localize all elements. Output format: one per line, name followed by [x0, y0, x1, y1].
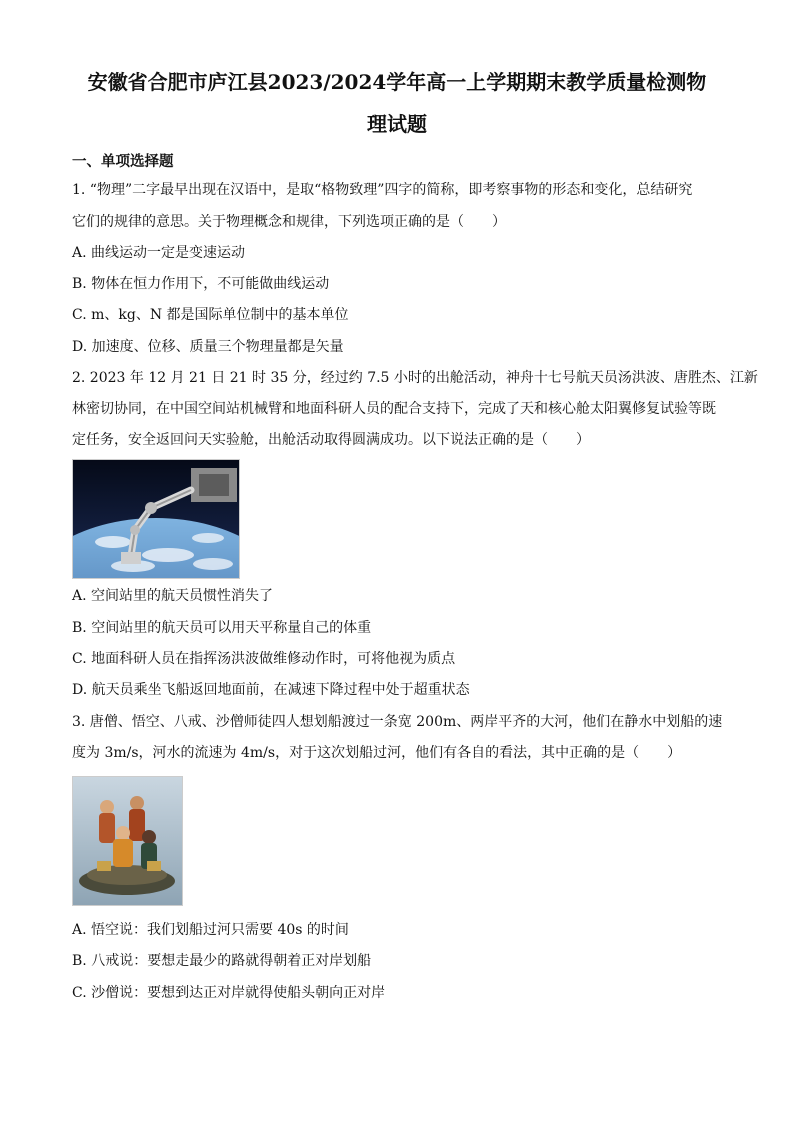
space-station-photo [72, 459, 240, 579]
space-station-illustration [73, 460, 239, 578]
document-title-line1: 安徽省合肥市庐江县2023/2024学年高一上学期期末教学质量检测物 [87, 70, 707, 94]
q3-option-b: B. 八戒说：要想走最少的路就得朝着正对岸划船 [72, 953, 372, 969]
q2-stem-line2: 林密切协同，在中国空间站机械臂和地面科研人员的配合支持下，完成了天和核心舱太阳翼修复试验等既 [72, 401, 716, 417]
q1-option-d: D. 加速度、位移、质量三个物理量都是矢量 [72, 339, 344, 355]
q1-stem-line1: 1. “物理”二字最早出现在汉语中，是取“格物致理”四字的简称，即考察事物的形态和变化，总结研究 [72, 182, 693, 198]
section-heading: 一、单项选择题 [72, 153, 174, 170]
q2-stem-line1: 2. 2023 年 12 月 21 日 21 时 35 分，经过约 7.5 小时的出舱活动，神舟十七号航天员汤洪波、唐胜杰、江新 [72, 370, 758, 386]
q3-stem-line2: 度为 3m/s，河水的流速为 4m/s，对于这次划船过河，他们有各自的看法，其中正确的是（ ） [72, 745, 682, 761]
q3-stem-line1: 3. 唐僧、悟空、八戒、沙僧师徒四人想划船渡过一条宽 200m、两岸平齐的大河，他们在静水中划船的速 [72, 714, 723, 730]
pilgrims-on-turtle-photo [72, 776, 183, 906]
q2-option-d: D. 航天员乘坐飞船返回地面前，在减速下降过程中处于超重状态 [72, 682, 470, 698]
q1-option-a: A. 曲线运动一定是变速运动 [72, 245, 246, 261]
pilgrims-illustration [73, 777, 182, 905]
q2-option-a: A. 空间站里的航天员惯性消失了 [72, 588, 274, 604]
q3-option-c: C. 沙僧说：要想到达正对岸就得使船头朝向正对岸 [72, 985, 386, 1001]
q1-option-c: C. m、kg、N 都是国际单位制中的基本单位 [72, 307, 349, 323]
document-title-line2: 理试题 [367, 112, 427, 136]
q1-stem-line2: 它们的规律的意思。关于物理概念和规律，下列选项正确的是（ ） [72, 214, 506, 230]
q3-option-a: A. 悟空说：我们划船过河只需要 40s 的时间 [72, 922, 349, 938]
q1-option-b: B. 物体在恒力作用下，不可能做曲线运动 [72, 276, 330, 292]
q2-option-c: C. 地面科研人员在指挥汤洪波做维修动作时，可将他视为质点 [72, 651, 456, 667]
q2-stem-line3: 定任务，安全返回问天实验舱，出舱活动取得圆满成功。以下说法正确的是（ ） [72, 432, 590, 448]
q2-option-b: B. 空间站里的航天员可以用天平称量自己的体重 [72, 620, 372, 636]
